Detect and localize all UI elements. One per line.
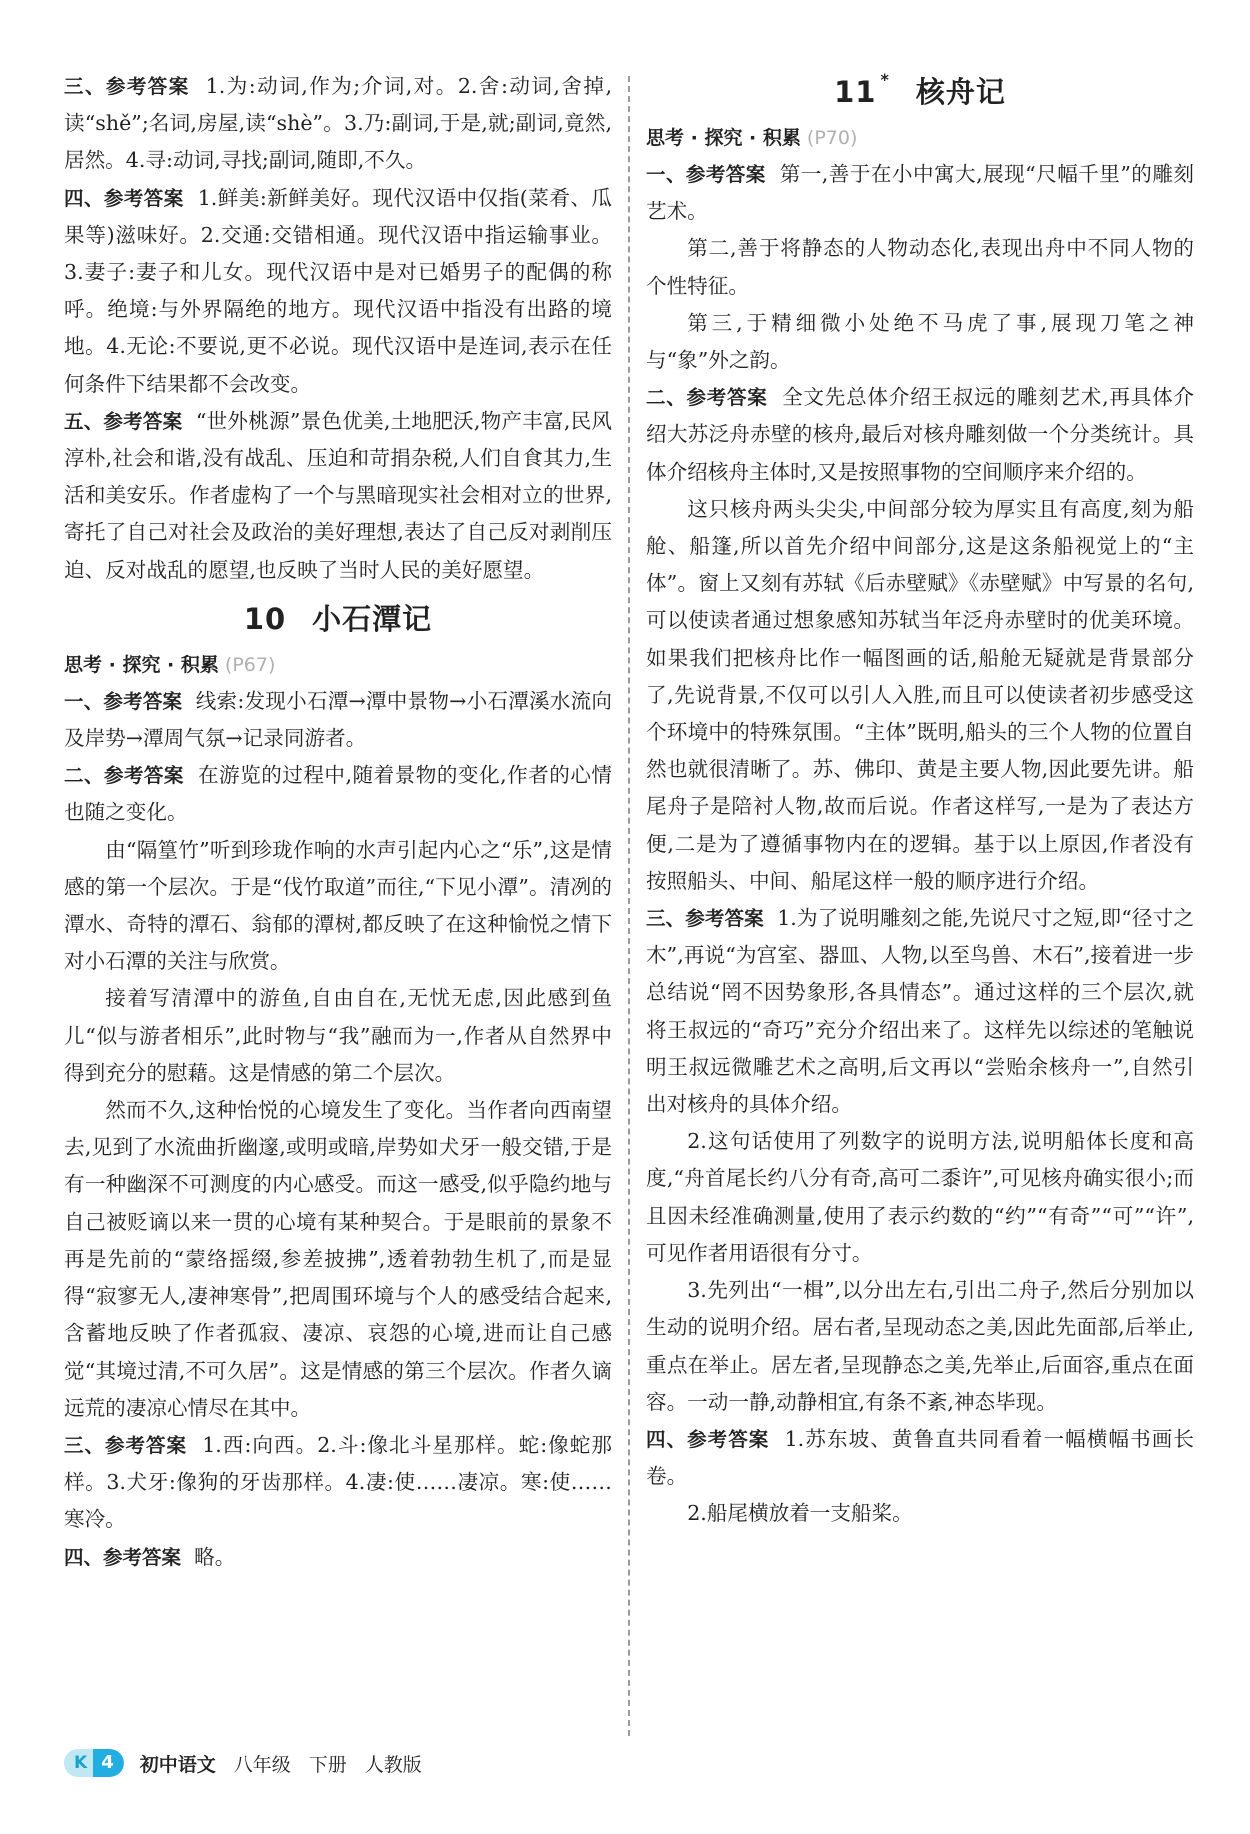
answer-paragraph [646,156,1194,230]
answer-label: 三、参考答案 [646,907,764,931]
lesson-title: 小石潭记 [312,601,433,636]
answer-label: 四、参考答案 [646,1427,770,1451]
body-paragraph: 2.船尾横放着一支船桨。 [687,1501,913,1526]
answer-label: 三、参考答案 [64,75,190,98]
lesson-number: 10 [243,601,287,636]
body-paragraph: 由“隔篁竹”听到珍珑作响的水声引起内心之“乐”,这是情感的第一个层次。于是“伐竹取道”而往,“下见小潭”。清冽的潭水、奇特的潭石、翁郁的潭树,都反映了在这种愉悦之情下对小石潭的关注与欣赏。 [64,837,612,974]
subheading-text: 思考 · 探究 · 积累 [646,127,801,149]
answer-label: 四、参考答案 [64,186,184,210]
answer-paragraph [64,180,612,403]
body-paragraph: 接着写清潭中的游鱼,自由自在,无忧无虑,因此感到鱼儿“似与游者相乐”,此时物与“我”融而为一,作者从自然界中得到充分的慰藉。这是情感的第二个层次。 [64,986,612,1085]
lesson-title: 核舟记 [915,75,1006,109]
answer-text: 在游览的过程中,随着景物的变化,作者的心情也随之变化。 [64,763,612,825]
answer-text: 1.苏东坡、黄鲁直共同看着一幅横幅书画长卷。 [646,1426,1194,1489]
answer-text: 1.为了说明雕刻之能,先说尺寸之短,即“径寸之木”,再说“为宫室、器皿、人物,以至鸟兽、木石”,接着进一步总结说“罔不因势象形,各具情态”。通过这样的三个层次,就将王叔远的“奇巧”充分介绍出来了。这样先以综述的笔触说明王叔远微雕艺术之高明,后文再以“尝贻余核舟一”,自然引出对核舟的具体介绍。 [646,906,1194,1117]
answer-text: 1.为:动词,作为;介词,对。2.舍:动词,舍掉,读“shě”;名词,房屋,读“shè”。3.乃:副词,于是,就;副词,竟然,居然。4.寻:动词,寻找;副词,随即,不久。 [64,74,613,173]
brand-k-icon: K [64,1749,93,1777]
answer-text: “世外桃源”景色优美,土地肥沃,物产丰富,民风淳朴,社会和谐,没有战乱、压迫和苛捐杂税,人们自食其力,生活和美安乐。作者虚构了一个与黑暗现实社会相对立的世界,寄托了自己对社会及政治的美好理想,表达了自己反对剥削压迫、反对战乱的愿望,也反映了当时人民的美好愿望。 [64,408,612,582]
page-footer [64,1748,440,1778]
body-paragraph: 然而不久,这种怡悦的心境发生了变化。当作者向西南望去,见到了水流曲折幽邃,或明或暗,岸势如犬牙一般交错,于是有一种幽深不可测度的内心感受。而这一感受,似乎隐约地与自己被贬谪以来一贯的心境有某种契合。于是眼前的景象不再是先前的“蒙络摇缀,参差披拂”,透着勃勃生机了,而是显得“寂寥无人,凄神寒骨”,把周围环境与个人的感受结合起来,含蓄地反映了作者孤寂、凄凉、哀怨的心境,进而让自己感觉“其境过清,不可久居”。这是情感的第三个层次。作者久谪远荒的凄凉心情尽在其中。 [64,1098,612,1420]
right-column [646,68,1194,1533]
answer-text: 1.鲜美:新鲜美好。现代汉语中仅指(菜肴、瓜果等)滋味好。2.交通:交错相通。现代汉语中指运输事业。3.妻子:妻子和儿女。现代汉语中是对已婚男子的配偶的称呼。绝境:与外界隔绝的地方。现代汉语中指没有出路的境地。4.无论:不要说,更不必说。现代汉语中是连词,表示在任何条件下结果都不会改变。 [64,185,612,396]
lesson-heading [646,72,1194,112]
body-paragraph: 第三,于精细微小处绝不马虎了事,展现刀笔之神与“象”外之韵。 [646,310,1194,373]
answer-label: 三、参考答案 [64,1433,188,1457]
column-divider [628,76,630,1736]
answer-paragraph [64,683,612,757]
page-number-badge [64,1749,124,1777]
answer-text: 略。 [194,1544,236,1569]
answer-paragraph [64,403,612,589]
lesson-number: 11 * [834,70,890,109]
answer-label: 五、参考答案 [64,409,183,433]
footer-volume: 下册 [308,1753,347,1776]
body-paragraph: 这只核舟两头尖尖,中间部分较为厚实且有高度,刻为船舱、船篷,所以首先介绍中间部分,这是这条船视觉上的“主体”。窗上又刻有苏轼《后赤壁赋》《赤壁赋》中写景的名句,可以使读者通过想象感知苏轼当年泛舟赤壁时的优美环境。如果我们把核舟比作一幅图画的话,船舱无疑就是背景部分了,先说背景,不仅可以引人入胜,而且可以使读者初步感受这个环境中的特殊氛围。“主体”既明,船头的三个人物的位置自然也就很清晰了。苏、佛印、黄是主要人物,因此要先讲。船尾舟子是陪衬人物,故而后说。作者这样写,一是为了表达方便,二是为了遵循事物内在的逻辑。基于以上原因,作者没有按照船头、中间、船尾这样一般的顺序进行介绍。 [646,496,1194,893]
footer-grade: 八年级 [233,1753,291,1776]
body-paragraph: 第二,善于将静态的人物动态化,表现出舟中不同人物的个性特征。 [646,236,1194,298]
answer-paragraph [64,68,612,180]
footer-edition: 人教版 [364,1753,422,1776]
answer-label: 一、参考答案 [64,689,183,713]
answer-text: 全文先总体介绍王叔远的雕刻艺术,再具体介绍大苏泛舟赤壁的核舟,最后对核舟雕刻做一个分类统计。具体介绍核舟主体时,又是按照事物的空间顺序来介绍的。 [646,385,1195,484]
left-column [64,68,612,1576]
answer-text: 线索:发现小石潭→潭中景物→小石潭溪水流向及岸势→潭周气氛→记录同游者。 [64,688,612,751]
optional-star-mark: * [880,70,890,89]
answer-label: 二、参考答案 [64,764,184,788]
answer-paragraph [64,1427,612,1539]
page-number: 4 [93,1749,124,1777]
section-subheading [646,120,1194,156]
page-reference: (P70) [806,127,858,149]
section-subheading [64,647,612,683]
lesson-heading [64,599,612,639]
answer-paragraph [64,757,612,831]
answer-text: 1.西:向西。2.斗:像北斗星那样。蛇:像蛇那样。3.犬牙:像狗的牙齿那样。4.凄:使……凄凉。寒:使……寒冷。 [64,1432,612,1532]
answer-paragraph [64,1539,612,1576]
answer-paragraph [646,379,1194,491]
answer-text: 第一,善于在小中寓大,展现“尺幅千里”的雕刻艺术。 [646,162,1194,224]
body-paragraph: 3.先列出“一楫”,以分出左右,引出二舟子,然后分别加以生动的说明介绍。居右者,呈现动态之美,因此先面部,后举止,重点在举止。居左者,呈现静态之美,先举止,后面容,重点在面容。一动一静,动静相宜,有条不紊,神态毕现。 [646,1278,1194,1414]
answer-label: 一、参考答案 [646,163,766,186]
answer-paragraph [646,900,1194,1123]
subheading-text: 思考 · 探究 · 积累 [64,653,219,676]
answer-label: 二、参考答案 [646,386,768,410]
footer-subject: 初中语文 [139,1753,216,1776]
answer-paragraph [646,1421,1194,1495]
page-reference: (P67) [224,653,276,676]
answer-label: 四、参考答案 [64,1545,182,1569]
body-paragraph: 2.这句话使用了列数字的说明方法,说明船体长度和高度,“舟首尾长约八分有奇,高可二黍许”,可见核舟确实很小;而且因未经准确测量,使用了表示约数的“约”“有奇”“可”“许”,可见作者用语很有分寸。 [646,1129,1194,1265]
